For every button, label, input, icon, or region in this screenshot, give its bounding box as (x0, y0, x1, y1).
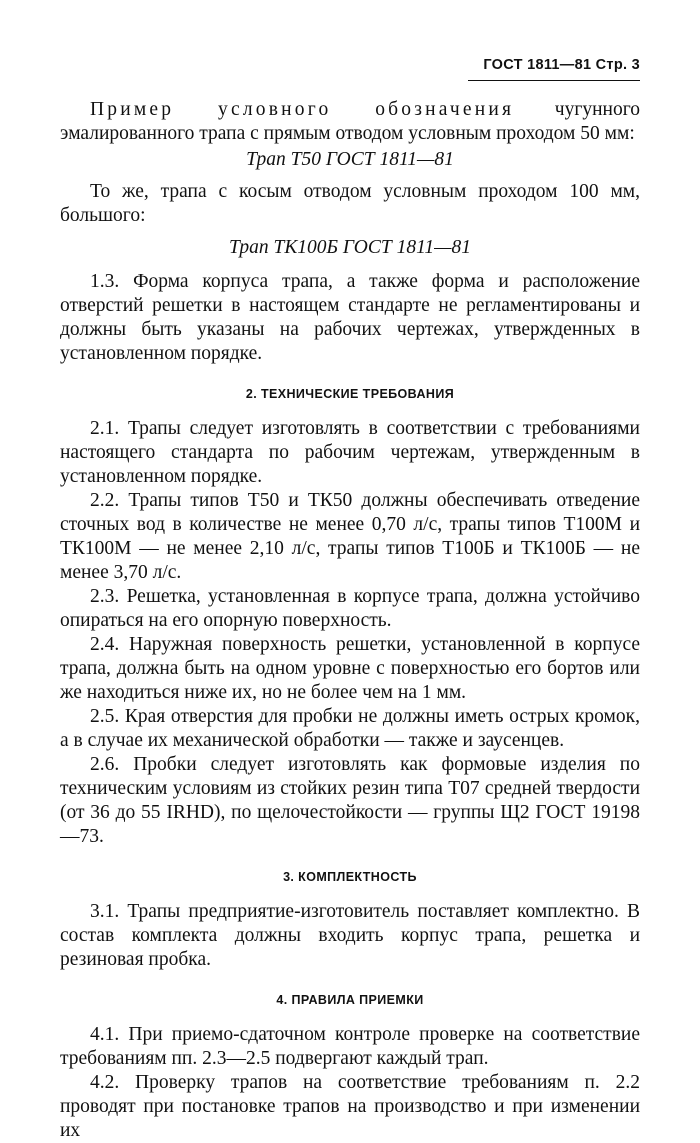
page-header: ГОСТ 1811—81 Стр. 3 (468, 53, 640, 81)
clause-2-5: 2.5. Края отверстия для пробки не должны иметь острых кромок, а в случае их механической обработки — также и заусенцев. (60, 706, 640, 751)
document-body (60, 98, 640, 1143)
clause-1-3: 1.3. Форма корпуса трапа, а также форма и расположение отверстий решетки в настоящем стандарте не регламентированы и должны быть указаны на рабочих чертежах, утвержденных в установленном порядке. (60, 271, 640, 364)
spaced-phrase: Пример условного обозначения (90, 99, 515, 120)
clause-3-1: 3.1. Трапы предприятие-изготовитель поставляет комплектно. В состав комплекта должны входить корпус трапа, решетка и резиновая пробка. (60, 901, 640, 970)
paragraph-text: чугунного эмалированного трапа с прямым отводом условным проходом 50 мм: (60, 99, 640, 144)
designation-example-2: Трап ТК100Б ГОСТ 1811—81 (229, 237, 471, 258)
designation-example-1: Трап Т50 ГОСТ 1811—81 (246, 149, 454, 170)
designation-example-paragraph-2: То же, трапа с косым отводом условным проходом 100 мм, большого: (60, 181, 640, 226)
clause-2-2: 2.2. Трапы типов Т50 и ТК50 должны обеспечивать отведение сточных вод в количестве не менее 0,70 л/с, трапы типов Т100М и ТК100М — не менее 2,10 л/с, трапы типов Т100Б и ТК100Б — не менее 3,70 л/с. (60, 490, 640, 583)
section-heading-2: 2. ТЕХНИЧЕСКИЕ ТРЕБОВАНИЯ (245, 387, 455, 401)
designation-example-paragraph (60, 98, 640, 146)
clause-2-1: 2.1. Трапы следует изготовлять в соответствии с требованиями настоящего стандарта по рабочим чертежам, утвержденным в установленном порядке. (60, 418, 640, 487)
section-heading-3: 3. КОМПЛЕКТНОСТЬ (283, 870, 417, 884)
clause-2-4: 2.4. Наружная поверхность решетки, установленной в корпусе трапа, должна быть на одном уровне с поверхностью его бортов или же находиться ниже их, но не более чем на 1 мм. (60, 634, 640, 703)
clause-4-2: 4.2. Проверку трапов на соответствие требованиям п. 2.2 проводят при постановке трапов на производство и при изменении их (60, 1072, 640, 1141)
clause-4-1: 4.1. При приемо-сдаточном контроле проверке на соответствие требованиям пп. 2.3—2.5 подвергают каждый трап. (60, 1024, 640, 1069)
clause-2-3: 2.3. Решетка, установленная в корпусе трапа, должна устойчиво опираться на его опорную поверхность. (60, 586, 640, 631)
section-heading-4: 4. ПРАВИЛА ПРИЕМКИ (276, 993, 424, 1007)
clause-2-6: 2.6. Пробки следует изготовлять как формовые изделия по техническим условиям из стойких резин типа Т07 средней твердости (от 36 до 55 IRHD), по щелочестойкости — группы Щ2 ГОСТ 19198—73. (60, 754, 640, 847)
